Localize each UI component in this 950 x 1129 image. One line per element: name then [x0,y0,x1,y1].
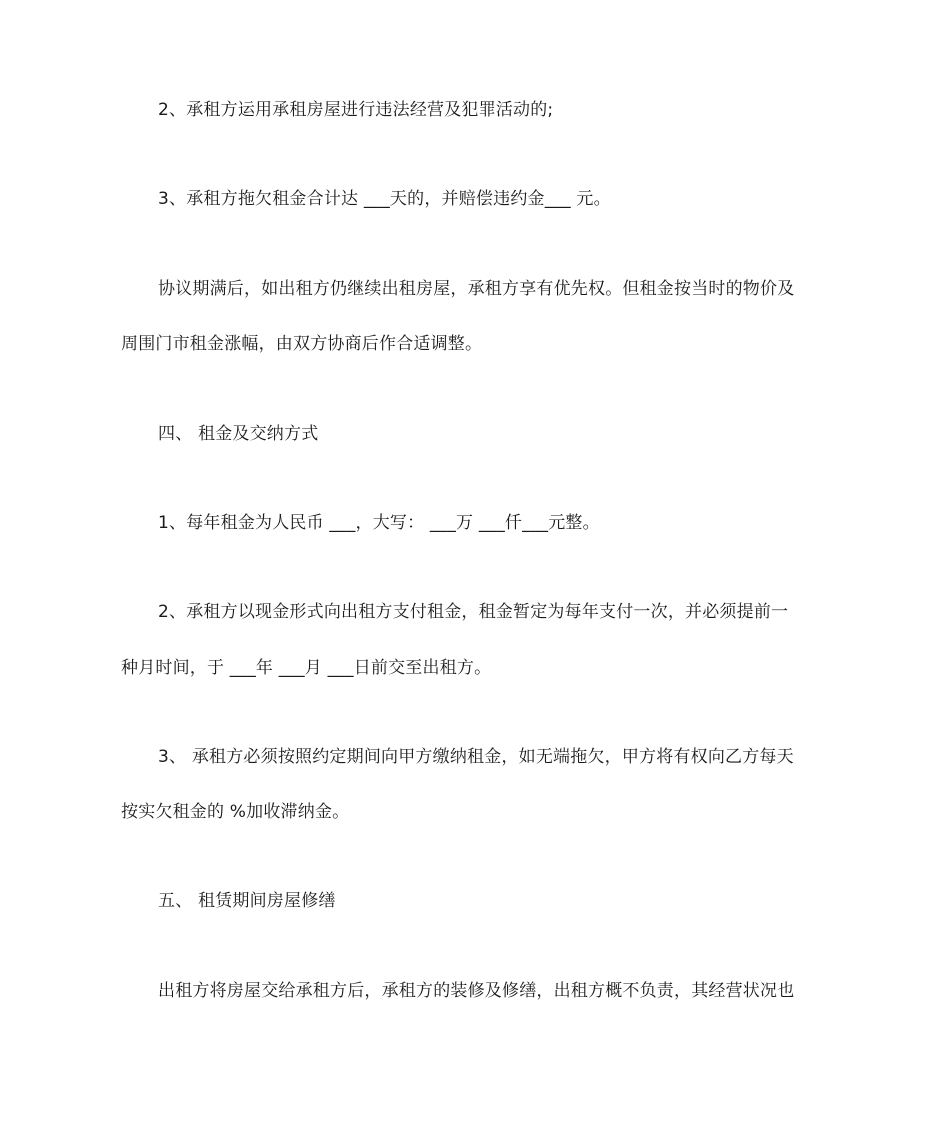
section-4-heading: 四、 租金及交纳方式 [158,424,319,444]
clause-2-illegal-use: 2、承租方运用承租房屋进行违法经营及犯罪活动的; [158,100,554,120]
section-5-heading: 五、 租赁期间房屋修缮 [158,891,336,911]
repair-clause-line-1: 出租方将房屋交给承租方后，承租方的装修及修缮，出租方概不负责，其经营状况也 [158,981,795,1001]
rent-clause-2-line-2: 种月时间，于 ___年 ___月 ___日前交至出租方。 [121,658,492,678]
clause-3-rent-arrears: 3、承租方拖欠租金合计达 ___天的，并赔偿违约金___ 元。 [158,189,611,209]
rent-clause-2-line-1: 2、承租方以现金形式向出租方支付租金，租金暂定为每年支付一次，并必须提前一 [158,602,789,622]
renewal-priority-line-2: 周围门市租金涨幅，由双方协商后作合适调整。 [121,334,483,354]
rent-clause-1: 1、每年租金为人民币 ___，大写： ___万 ___仟___元整。 [158,513,600,533]
rent-clause-3-line-1: 3、 承租方必须按照约定期间向甲方缴纳租金，如无端拖欠，甲方将有权向乙方每天 [158,747,794,767]
rent-clause-3-line-2: 按实欠租金的 %加收滞纳金。 [121,802,350,822]
renewal-priority-line-1: 协议期满后，如出租方仍继续出租房屋，承租方享有优先权。但租金按当时的物价及 [158,279,795,299]
